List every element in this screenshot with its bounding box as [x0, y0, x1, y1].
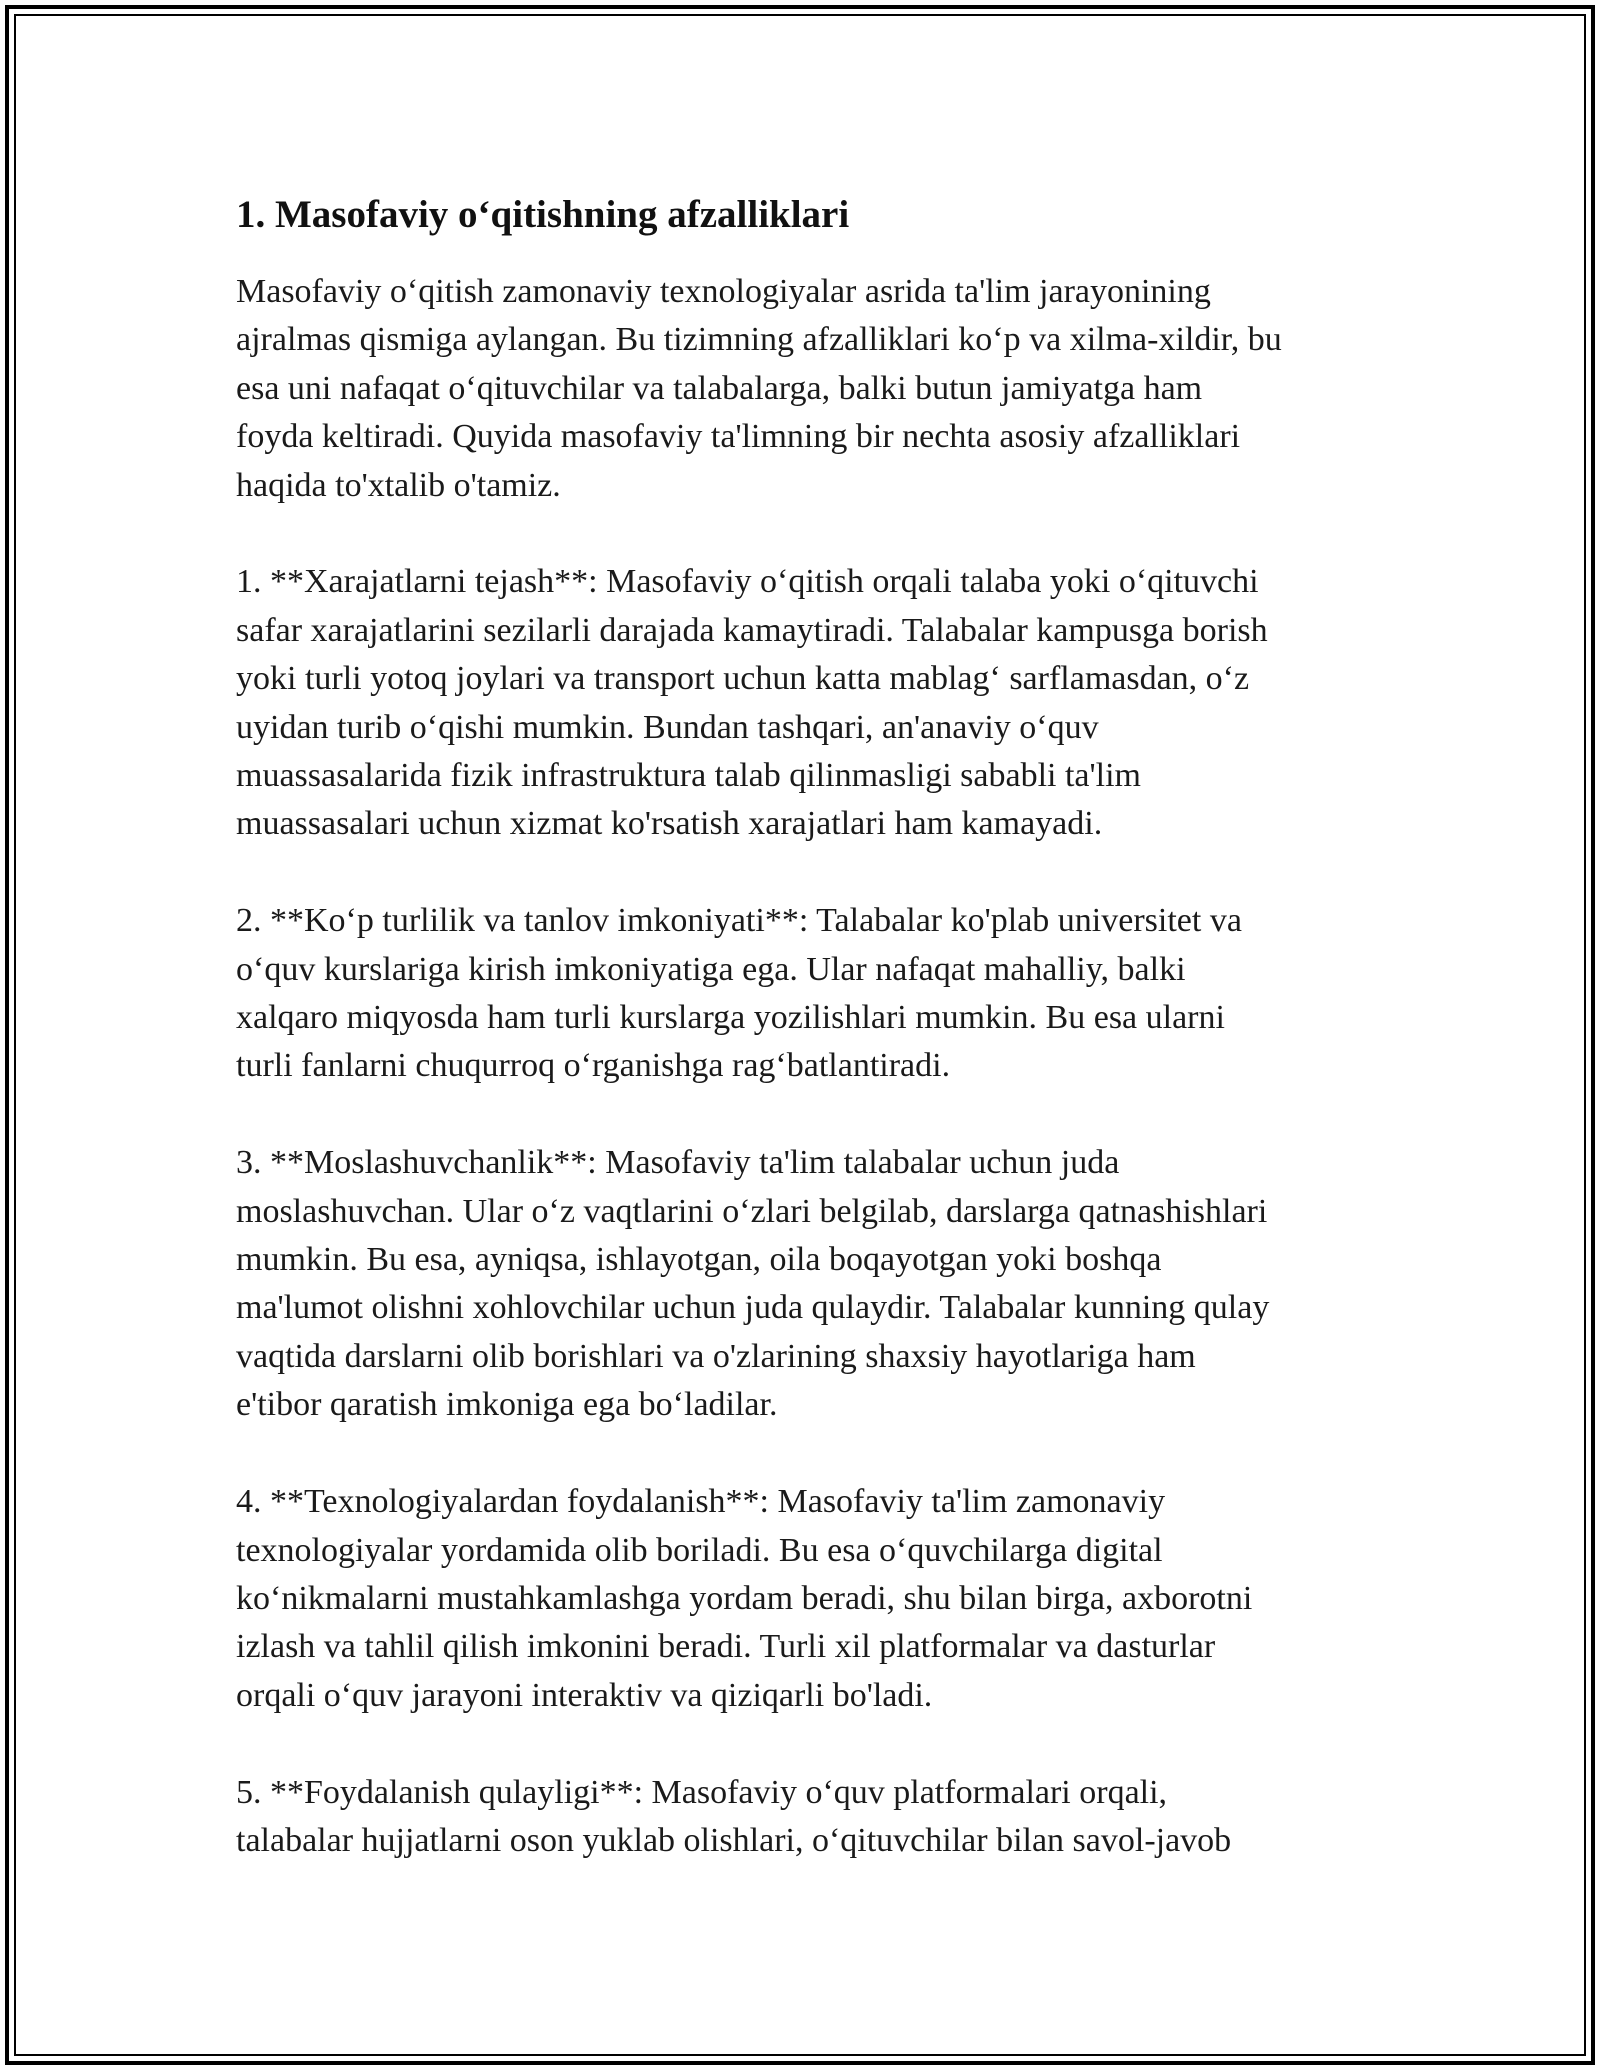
document-title: 1. Masofaviy o‘qitishning afzalliklari — [236, 193, 850, 236]
paragraph-line: 4. **Texnologiyalardan foydalanish**: Masofaviy ta'lim zamonaviy — [236, 1483, 1166, 1521]
paragraph-line: vaqtida darslarni olib borishlari va o'zlarining shaxsiy hayotlariga ham — [236, 1337, 1196, 1375]
paragraph-line: xalqaro miqyosda ham turli kurslarga yozilishlari mumkin. Bu esa ularni — [236, 999, 1225, 1037]
paragraph-line: izlash va tahlil qilish imkonini beradi. Turli xil platformalar va dasturlar — [236, 1628, 1216, 1666]
paragraph-line: ma'lumot olishni xohlovchilar uchun juda qulaydir. Talabalar kunning qulay — [236, 1289, 1270, 1327]
paragraph-line: esa uni nafaqat o‘qituvchilar va talabalarga, balki butun jamiyatga ham — [236, 369, 1203, 407]
paragraph-line: mumkin. Bu esa, ayniqsa, ishlayotgan, oila boqayotgan yoki boshqa — [236, 1241, 1162, 1279]
paragraph-list — [236, 268, 1386, 1865]
paragraph — [236, 268, 1386, 510]
paragraph — [236, 897, 1386, 1091]
paragraph-line: muassasalari uchun xizmat ko'rsatish xarajatlari ham kamayadi. — [236, 805, 1103, 843]
paragraph — [236, 558, 1386, 848]
paragraph-line: texnologiyalar yordamida olib boriladi. Bu esa o‘quvchilarga digital — [236, 1531, 1163, 1569]
paragraph-line: 5. **Foydalanish qulayligi**: Masofaviy o‘quv platformalari orqali, — [236, 1773, 1168, 1811]
paragraph-line: e'tibor qaratish imkoniga ega bo‘ladilar. — [236, 1386, 778, 1424]
paragraph — [236, 1769, 1386, 1866]
paragraph-line: ko‘nikmalarni mustahkamlashga yordam beradi, shu bilan birga, axborotni — [236, 1579, 1253, 1617]
paragraph-line: muassasalarida fizik infrastruktura talab qilinmasligi sababli ta'lim — [236, 757, 1141, 795]
paragraph-line: orqali o‘quv jarayoni interaktiv va qiziqarli bo'ladi. — [236, 1676, 933, 1714]
paragraph-line: uyidan turib o‘qishi mumkin. Bundan tashqari, an'anaviy o‘quv — [236, 708, 1099, 746]
paragraph — [236, 1478, 1386, 1720]
paragraph-line: 1. **Xarajatlarni tejash**: Masofaviy o‘qitish orqali talaba yoki o‘qituvchi — [236, 563, 1259, 601]
paragraph-line: safar xarajatlarini sezilarli darajada kamaytiradi. Talabalar kampusga borish — [236, 611, 1268, 649]
paragraph-line: ajralmas qismiga aylangan. Bu tizimning afzalliklari ko‘p va xilma-xildir, bu — [236, 321, 1282, 359]
paragraph-line: Masofaviy o‘qitish zamonaviy texnologiyalar asrida ta'lim jarayonining — [236, 273, 1211, 310]
paragraph-line: o‘quv kurslariga kirish imkoniyatiga ega. Ular nafaqat mahalliy, balki — [236, 950, 1186, 988]
paragraph-line: turli fanlarni chuqurroq o‘rganishga rag‘batlantiradi. — [236, 1047, 951, 1085]
paragraph-line: 2. **Ko‘p turlilik va tanlov imkoniyati**: Talabalar ko'plab universitet va — [236, 902, 1242, 940]
paragraph-line: yoki turli yotoq joylari va transport uchun katta mablag‘ sarflamasdan, o‘z — [236, 660, 1250, 698]
paragraph-line: 3. **Moslashuvchanlik**: Masofaviy ta'lim talabalar uchun juda — [236, 1144, 1120, 1182]
paragraph-line: foyda keltiradi. Quyida masofaviy ta'limning bir nechta asosiy afzalliklari — [236, 418, 1241, 456]
paragraph-line: talabalar hujjatlarni oson yuklab olishlari, o‘qituvchilar bilan savol-javob — [236, 1821, 1232, 1859]
document-body — [236, 190, 1386, 1865]
paragraph-line: moslashuvchan. Ular o‘z vaqtlarini o‘zlari belgilab, darslarga qatnashishlari — [236, 1192, 1268, 1230]
paragraph-line: haqida to'xtalib o'tamiz. — [236, 466, 561, 504]
paragraph — [236, 1139, 1386, 1429]
